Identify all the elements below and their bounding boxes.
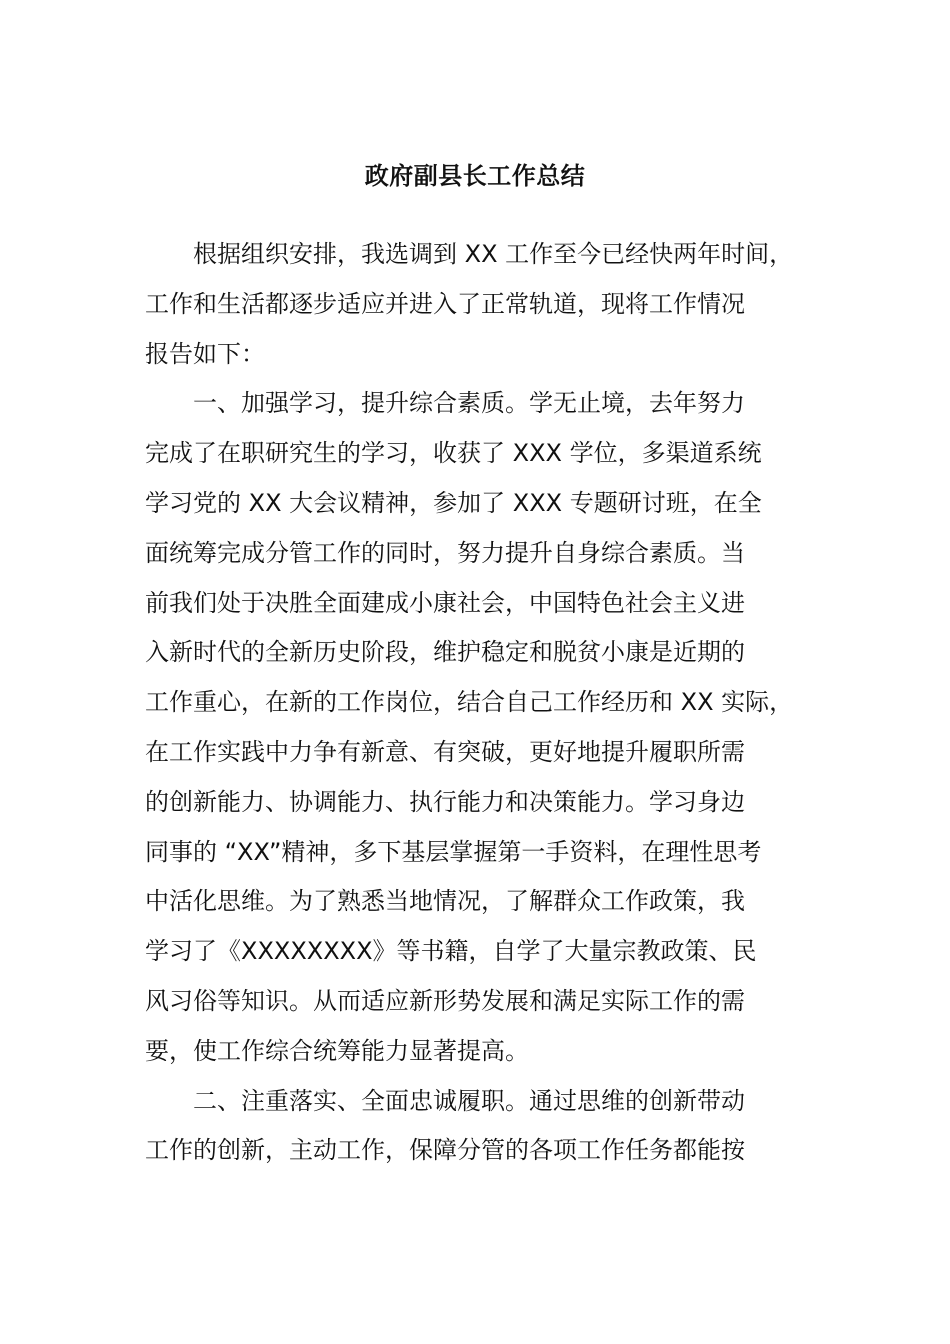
body-line: 前我们处于决胜全面建成小康社会，中国特色社会主义进 <box>145 588 745 617</box>
body-line: 学习了《XXXXXXXX》等书籍，自学了大量宗教政策、民 <box>145 937 757 966</box>
body-line: 工作的创新，主动工作，保障分管的各项工作任务都能按 <box>145 1136 745 1165</box>
document-body <box>145 230 835 1176</box>
body-line: 报告如下： <box>145 339 265 368</box>
body-line: 中活化思维。为了熟悉当地情况，了解群众工作政策，我 <box>145 887 745 916</box>
body-line: 的创新能力、协调能力、执行能力和决策能力。学习身边 <box>145 787 745 816</box>
body-line: 根据组织安排，我选调到 XX 工作至今已经快两年时间， <box>193 240 794 268</box>
body-line: 要，使工作综合统筹能力显著提高。 <box>145 1036 529 1065</box>
body-line: 风习俗等知识。从而适应新形势发展和满足实际工作的需 <box>145 986 745 1015</box>
body-line: 同事的 “XX”精神，多下基层掌握第一手资料，在理性思考 <box>145 837 762 866</box>
body-line: 在工作实践中力争有新意、有突破，更好地提升履职所需 <box>145 737 745 766</box>
body-line: 一、加强学习，提升综合素质。学无止境，去年努力 <box>193 389 745 418</box>
body-line: 工作重心，在新的工作岗位，结合自己工作经历和 XX 实际， <box>145 688 794 717</box>
body-line: 学习党的 XX 大会议精神，参加了 XXX 专题研讨班，在全 <box>145 488 762 517</box>
body-line: 完成了在职研究生的学习，收获了 XXX 学位，多渠道系统 <box>145 439 762 468</box>
body-line: 二、注重落实、全面忠诚履职。通过思维的创新带动 <box>193 1086 745 1115</box>
body-line: 面统筹完成分管工作的同时，努力提升自身综合素质。当 <box>145 538 745 567</box>
body-line: 工作和生活都逐步适应并进入了正常轨道，现将工作情况 <box>145 289 745 318</box>
document-title: 政府副县长工作总结 <box>364 162 586 190</box>
body-line: 入新时代的全新历史阶段，维护稳定和脱贫小康是近期的 <box>145 638 745 667</box>
